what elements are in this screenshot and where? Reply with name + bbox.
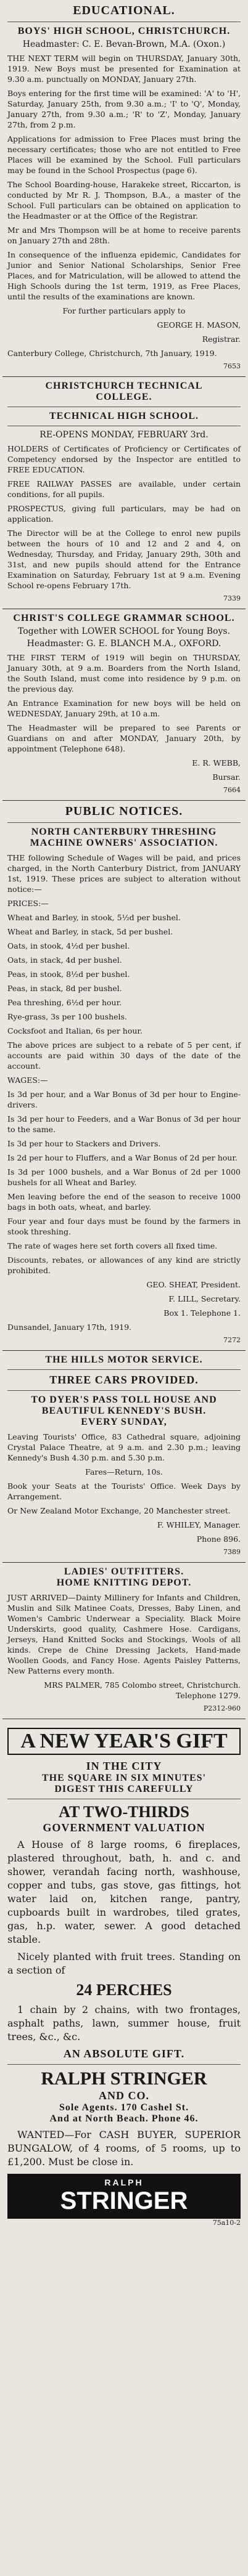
hills-motor-ad [2, 1351, 246, 1563]
list-item: Rye-grass, 3s per 100 bushels. [7, 1012, 127, 1021]
signature-role: Bursar. [212, 772, 241, 782]
signature: GEO. SHEAT, President. [146, 1280, 241, 1289]
divider [7, 1390, 241, 1391]
agent-address: Sole Agents. 170 Cashel St. [59, 2102, 189, 2113]
paragraph: Mr and Mrs Thompson will be at home to receive parents on January 27th and 28th. [7, 225, 241, 245]
signature: GEORGE H. MASON, [157, 320, 241, 330]
logo-top: RALPH [104, 2177, 144, 2187]
ad-reference: 7272 [223, 1336, 241, 1344]
ad-subtitle: HOME KNITTING DEPOT. [56, 1578, 192, 1588]
christs-college-ad [2, 609, 246, 801]
ad-reference: 7653 [223, 362, 241, 370]
divider [7, 1369, 241, 1370]
paragraph: A House of 8 large rooms, 6 fireplaces, plastered throughout, bath, h. and c. and shower, verandah facing north, washhouse, copper and tubs, gas stove, gas fittings, hot water laid on, kitchen range, pantry, cupboards built in wardrobes, tiled grates, gas, h.p. water, sewer. A good detached stable. [7, 1839, 241, 1945]
public-notices-section [2, 801, 246, 1351]
list-item: Oats, in stack, 4d per bushel. [7, 955, 122, 965]
ad-subtitle: TECHNICAL HIGH SCHOOL. [49, 411, 199, 421]
ad-reference: 7339 [223, 594, 241, 602]
signature: MRS PALMER, 785 Colombo street, Christchurch. Telephone 1279. [44, 1680, 241, 1700]
paragraph: HOLDERS of Certificates of Proficiency or Certificates of Competency endorsed by the Inspector are entitled to FREE EDUCATION. [7, 444, 241, 474]
banner-box [7, 1728, 241, 1755]
paragraph: PROSPECTUS, giving full particulars, may be had on application. [7, 504, 241, 524]
agent-name: RALPH STRINGER [41, 2068, 207, 2089]
schedule-day: EVERY SUNDAY, [81, 1417, 167, 1427]
ad-reference: 7389 [223, 1548, 241, 1556]
divider [7, 822, 241, 823]
paragraph: The Headmaster will be prepared to see Parents or Guardians on and after MONDAY, January 20th, by appointment (Telephone 648). [7, 723, 241, 753]
ad-title: THE HILLS MOTOR SERVICE. [45, 1355, 203, 1365]
ad-reference: 7664 [223, 786, 241, 794]
fares: Fares—Return, 10s. [85, 1467, 163, 1476]
ad-title: COLLEGE. [96, 392, 152, 402]
agent-branch: And at North Beach. Phone 46. [49, 2113, 199, 2124]
ad-subtitle: IN THE CITY [86, 1760, 162, 1772]
list-item: Wheat and Barley, in stack, 5d per bushel. [7, 927, 173, 936]
signature: Box 1. Telephone 1. [163, 1308, 241, 1318]
dateline: Canterbury College, Christchurch, 7th January, 1919. [7, 349, 217, 358]
paragraph: Book your Seats at the Tourists' Office. Week Days by Arrangement. [7, 1481, 241, 1501]
list-item: Is 2d per hour to Fluffers, and a War Bonus of 2d per hour. [7, 1153, 238, 1162]
signature-role: Registrar. [202, 334, 241, 344]
list-item: Pea threshing, 6½d per hour. [7, 998, 122, 1007]
signature: E. R. WEBB, [192, 758, 241, 768]
signature: F. WHILEY, Manager. [157, 1520, 241, 1529]
ad-title: BOYS' HIGH SCHOOL, CHRISTCHURCH. [17, 26, 231, 36]
newspaper-page [2, 0, 246, 2233]
list-item: Is 3d per 1000 bushels, and a War Bonus of 2d per 1000 bushels for all Wheat and Barley. [7, 1167, 241, 1187]
list-item: Is 3d per hour to Feeders, and a War Bonus of 3d per hour to the same. [7, 1114, 241, 1134]
headmaster: Headmaster: G. E. BLANCH M.A., OXFORD. [27, 639, 221, 649]
paragraph: JUST ARRIVED—Dainty Millinery for Infants and Children, Muslin and Silk Matinee Coats, Dresses, Baby Linen, and Women's Cambric Underwear a Speciality. Black Moire Underskirts, good quality, Cashmere Hose. Cardigans, Jerseys, Hand Knitted Socks and Stockings, Wools of all kinds. Crepe de Chine Dressing Jackets, Hand-made Woollen Goods, and Fancy Hose. Agents Paisley Patterns, New Patterns every month. [7, 1593, 241, 1675]
paragraph: THE FIRST TERM of 1919 will begin on THURSDAY, January 30th, at 9 a.m. Boarders from the North Island, the South Island, must come into residence by 9 p.m. on the previous day. [7, 653, 241, 694]
list-item: Oats, in stook, 4½d per bushel. [7, 941, 130, 950]
ad-subtitle: Together with LOWER SCHOOL for Young Boys. [17, 626, 231, 636]
headline: GOVERNMENT VALUATION [43, 1821, 205, 1834]
paragraph: Four year and four days must be found by the farmers in stook threshing. [7, 1217, 241, 1236]
divider [7, 2064, 241, 2065]
headline: AN ABSOLUTE GIFT. [63, 2047, 185, 2060]
list-item: Is 3d per hour, and a War Bonus of 3d per hour to Engine-drivers. [7, 1090, 241, 1109]
paragraph: The Director will be at the College to enrol new pupils between the hours of 10 and 12 and 2 and 4, on Wednesday, Thursday, and Friday, January 29th, 30th and 31st, and new pupils should attend for the Entrance Examination on Saturday, February 1st at 9 a.m. Evening School re-opens February 17th. [7, 529, 241, 590]
paragraph: The School Boarding-house, Harakeke street, Riccarton, is conducted by Mr R. J. Thompson, B.A., a master of the School. Full particulars can be obtained on application to the Headmaster or at the Office of the Registrar. [7, 180, 241, 221]
paragraph: The rate of wages here set forth covers all fixed time. [7, 1241, 218, 1250]
paragraph: FREE RAILWAY PASSES are available, under certain conditions, for all pupils. [7, 479, 241, 499]
ad-subtitle: THREE CARS PROVIDED. [49, 1374, 199, 1386]
stringer-logo [7, 2174, 241, 2219]
paragraph: The above prices are subject to a rebate of 5 per cent, if accounts are paid within 30 days of the date of the account. [7, 1040, 241, 1071]
list-heading: WAGES:— [7, 1075, 48, 1085]
agent-suffix: AND CO. [99, 2089, 149, 2102]
ad-reference: 75a10-2 [212, 2219, 241, 2227]
list-item: Cocksfoot and Italian, 6s per hour. [7, 1026, 143, 1035]
signature: F. LILL, Secretary. [168, 1294, 241, 1303]
paragraph: Discounts, rebates, or allowances of any kind are strictly prohibited. [7, 1255, 241, 1275]
banner-headline: A NEW YEAR'S GIFT [20, 1730, 228, 1752]
list-item: Peas, in stook, 8½d per bushel. [7, 970, 130, 979]
headline: AT TWO-THIRDS [59, 1803, 189, 1821]
ad-subtitle: DIGEST THIS CAREFULLY [54, 1784, 194, 1794]
paragraph: Applications for admission to Free Places must bring the necessary certificates; those who are not entitled to Free Places will be examined by the School. Full particulars may be found in the School Prospectus (page 6). [7, 134, 241, 175]
paragraph: THE following Schedule of Wages will be paid, and prices charged, in the North Canterbury District, from JANUARY 1st, 1919. These prices are subject to alteration without notice:— [7, 853, 241, 894]
logo-main: STRINGER [60, 2187, 188, 2214]
section-title: PUBLIC NOTICES. [65, 804, 183, 818]
paragraph: An Entrance Examination for new boys will be held on WEDNESDAY, January 29th, at 10 a.m. [7, 699, 241, 718]
educational-section [2, 0, 246, 377]
phone: Phone 896. [196, 1534, 241, 1544]
reopen-notice: RE-OPENS MONDAY, FEBRUARY 3rd. [39, 430, 209, 440]
paragraph: Boys entering for the first time will be examined: 'A' to 'H', Saturday, January 25th, from 9.30 a.m.; 'I' to 'Q', Monday, January 27th, from 9.30 a.m.; 'R' to 'Z', Monday, January 27th, from 2 p.m. [7, 89, 241, 129]
paragraph: 1 chain by 2 chains, with two frontages, asphalt paths, lawn, summer house, fruit trees, &c., &c. [7, 2004, 241, 2043]
ad-reference: P2312-960 [203, 1704, 241, 1712]
list-heading: PRICES:— [7, 899, 49, 908]
ad-title: CHRIST'S COLLEGE GRAMMAR SCHOOL. [13, 613, 235, 623]
list-item: Wheat and Barley, in stook, 5½d per bushel. [7, 913, 181, 922]
section-size: 24 PERCHES [76, 1981, 172, 1999]
ad-title: CHRISTCHURCH TECHNICAL [45, 381, 203, 391]
destination: TO DYER'S PASS TOLL HOUSE AND BEAUTIFUL KENNEDY'S BUSH. [31, 1395, 217, 1416]
paragraph: For further particulars apply to [62, 306, 186, 315]
paragraph: Nicely planted with fruit trees. Standing on a section of [7, 1951, 241, 1976]
list-item: Peas, in stack, 8d per bushel. [7, 984, 122, 993]
paragraph: In consequence of the influenza epidemic, Candidates for Junior and Senior National Scholarships, Senior Free Places, and for Matriculation, will be allowed to attend the High Schools during the 1st term, 1919, as Free Places, until the results of the examinations are known. [7, 250, 241, 301]
list-item: Is 3d per hour to Stackers and Drivers. [7, 1139, 161, 1148]
ralph-stringer-ad [2, 1719, 246, 2233]
technical-college-ad [2, 377, 246, 609]
dateline: Dunsandel, January 17th, 1919. [7, 1322, 132, 1332]
ad-subtitle: THE SQUARE IN SIX MINUTES' [41, 1773, 207, 1783]
paragraph: WANTED—For CASH BUYER, SUPERIOR BUNGALOW, of 4 rooms, of 5 rooms, up to £1,200. Must be close in. [7, 2129, 241, 2168]
ad-title: NORTH CANTERBURY THRESHING MACHINE OWNERS' ASSOCIATION. [30, 827, 218, 848]
headmaster: Headmaster: C. E. Bevan-Brown, M.A. (Oxon.) [22, 39, 226, 49]
ladies-outfitters-ad [2, 1563, 246, 1719]
section-title: EDUCATIONAL. [73, 4, 175, 17]
paragraph: THE NEXT TERM will begin on THURSDAY, January 30th, 1919. New Boys must be presented for Examination at 9.30 a.m. punctually on MONDAY, January 27th. [7, 54, 241, 84]
ad-title: LADIES' OUTFITTERS. [64, 1566, 184, 1577]
paragraph: Leaving Tourists' Office, 83 Cathedral square, adjoining Crystal Palace Theatre, at 9 a.m. and 2.30 p.m.; leaving Kennedy's Bush 4.30 p.m. and 5.30 p.m. [7, 1432, 241, 1462]
paragraph: Or New Zealand Motor Exchange, 20 Manchester street. [7, 1506, 231, 1515]
list-item: Men leaving before the end of the season to receive 1000 bags in both oats, wheat, and barley. [7, 1192, 241, 1212]
